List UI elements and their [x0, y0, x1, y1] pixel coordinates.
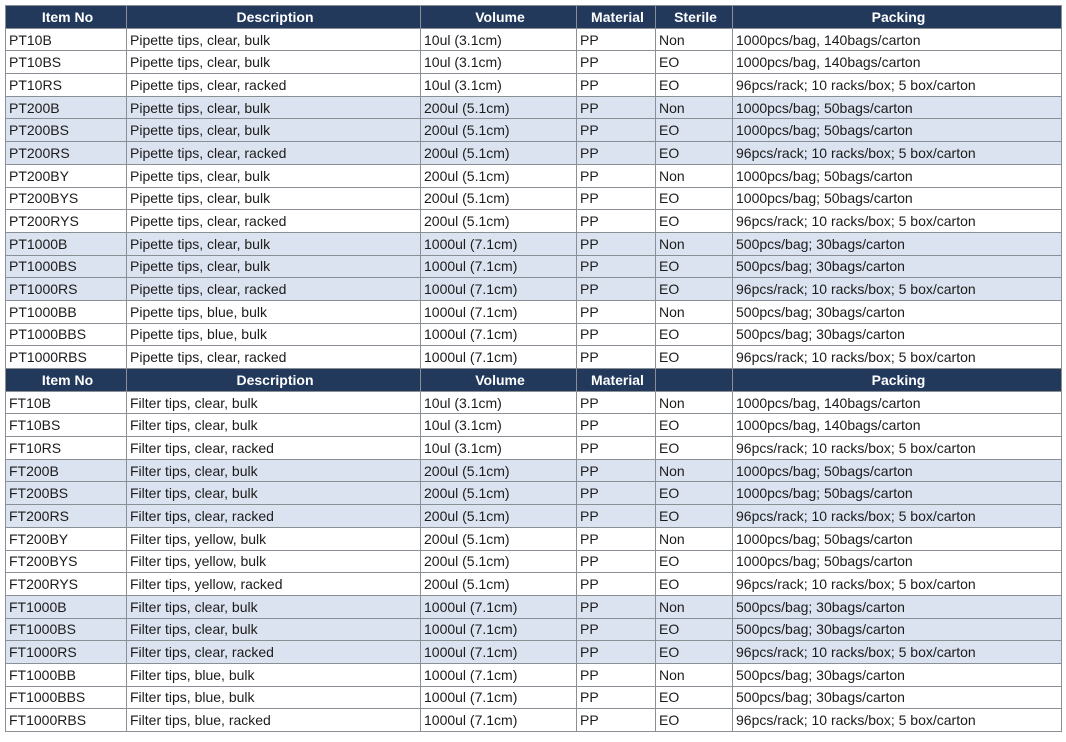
cell-description: Pipette tips, clear, bulk [127, 232, 421, 255]
cell-description: Pipette tips, clear, racked [127, 74, 421, 97]
cell-description: Pipette tips, blue, bulk [127, 323, 421, 346]
cell-sterile: EO [656, 709, 733, 732]
cell-material: PP [577, 28, 656, 51]
cell-packing: 500pcs/bag; 30bags/carton [733, 595, 1062, 618]
cell-volume: 1000ul (7.1cm) [421, 709, 577, 732]
cell-volume: 200ul (5.1cm) [421, 187, 577, 210]
cell-packing: 500pcs/bag; 30bags/carton [733, 618, 1062, 641]
header-sterile-blank [656, 369, 733, 392]
cell-material: PP [577, 210, 656, 233]
cell-packing: 96pcs/rack; 10 racks/box; 5 box/carton [733, 505, 1062, 528]
cell-material: PP [577, 164, 656, 187]
table-row [6, 210, 1062, 233]
cell-item-no: FT10BS [6, 414, 127, 437]
cell-volume: 1000ul (7.1cm) [421, 255, 577, 278]
cell-item-no: FT1000B [6, 595, 127, 618]
cell-item-no: FT1000BB [6, 663, 127, 686]
cell-packing: 1000pcs/bag, 140bags/carton [733, 414, 1062, 437]
cell-material: PP [577, 459, 656, 482]
header-row-filter [6, 369, 1062, 392]
cell-volume: 1000ul (7.1cm) [421, 232, 577, 255]
cell-sterile: Non [656, 96, 733, 119]
header-description: Description [127, 369, 421, 392]
cell-volume: 200ul (5.1cm) [421, 210, 577, 233]
cell-item-no: PT10RS [6, 74, 127, 97]
cell-volume: 10ul (3.1cm) [421, 28, 577, 51]
cell-description: Filter tips, yellow, racked [127, 573, 421, 596]
table-row [6, 346, 1062, 369]
cell-sterile: EO [656, 573, 733, 596]
header-packing: Packing [733, 6, 1062, 29]
cell-material: PP [577, 550, 656, 573]
cell-item-no: FT1000BS [6, 618, 127, 641]
cell-material: PP [577, 300, 656, 323]
cell-description: Pipette tips, clear, racked [127, 142, 421, 165]
cell-material: PP [577, 96, 656, 119]
cell-item-no: PT10B [6, 28, 127, 51]
header-item-no: Item No [6, 369, 127, 392]
cell-material: PP [577, 663, 656, 686]
cell-material: PP [577, 391, 656, 414]
cell-material: PP [577, 51, 656, 74]
cell-packing: 500pcs/bag; 30bags/carton [733, 663, 1062, 686]
table-row [6, 300, 1062, 323]
cell-sterile: EO [656, 505, 733, 528]
cell-packing: 96pcs/rack; 10 racks/box; 5 box/carton [733, 142, 1062, 165]
cell-description: Filter tips, yellow, bulk [127, 527, 421, 550]
cell-item-no: FT200RYS [6, 573, 127, 596]
cell-packing: 1000pcs/bag, 140bags/carton [733, 28, 1062, 51]
table-row [6, 505, 1062, 528]
cell-sterile: EO [656, 51, 733, 74]
table-body [6, 6, 1062, 732]
cell-packing: 96pcs/rack; 10 racks/box; 5 box/carton [733, 709, 1062, 732]
cell-description: Pipette tips, clear, bulk [127, 164, 421, 187]
cell-packing: 1000pcs/bag, 140bags/carton [733, 391, 1062, 414]
table-row [6, 459, 1062, 482]
cell-sterile: EO [656, 142, 733, 165]
cell-material: PP [577, 142, 656, 165]
cell-item-no: PT200B [6, 96, 127, 119]
cell-description: Pipette tips, clear, bulk [127, 119, 421, 142]
cell-material: PP [577, 346, 656, 369]
cell-material: PP [577, 255, 656, 278]
cell-packing: 96pcs/rack; 10 racks/box; 5 box/carton [733, 641, 1062, 664]
cell-packing: 500pcs/bag; 30bags/carton [733, 232, 1062, 255]
cell-item-no: PT1000B [6, 232, 127, 255]
cell-description: Filter tips, clear, racked [127, 437, 421, 460]
cell-material: PP [577, 595, 656, 618]
header-sterile: Sterile [656, 6, 733, 29]
cell-volume: 200ul (5.1cm) [421, 550, 577, 573]
header-description: Description [127, 6, 421, 29]
cell-description: Filter tips, clear, bulk [127, 618, 421, 641]
cell-description: Pipette tips, clear, bulk [127, 51, 421, 74]
cell-material: PP [577, 505, 656, 528]
table-row [6, 414, 1062, 437]
table-row [6, 164, 1062, 187]
table-row [6, 51, 1062, 74]
cell-description: Pipette tips, clear, bulk [127, 187, 421, 210]
table-row [6, 74, 1062, 97]
cell-item-no: FT1000BBS [6, 686, 127, 709]
cell-sterile: EO [656, 278, 733, 301]
cell-volume: 200ul (5.1cm) [421, 96, 577, 119]
cell-volume: 1000ul (7.1cm) [421, 300, 577, 323]
cell-material: PP [577, 482, 656, 505]
table-row [6, 232, 1062, 255]
header-material: Material [577, 369, 656, 392]
cell-description: Pipette tips, clear, bulk [127, 255, 421, 278]
header-volume: Volume [421, 369, 577, 392]
cell-volume: 200ul (5.1cm) [421, 482, 577, 505]
cell-volume: 1000ul (7.1cm) [421, 278, 577, 301]
cell-sterile: EO [656, 323, 733, 346]
cell-item-no: FT200B [6, 459, 127, 482]
cell-material: PP [577, 573, 656, 596]
cell-packing: 96pcs/rack; 10 racks/box; 5 box/carton [733, 74, 1062, 97]
table-row [6, 278, 1062, 301]
cell-item-no: PT1000RS [6, 278, 127, 301]
cell-material: PP [577, 437, 656, 460]
table-row [6, 96, 1062, 119]
cell-volume: 1000ul (7.1cm) [421, 346, 577, 369]
cell-description: Filter tips, clear, bulk [127, 414, 421, 437]
cell-item-no: PT200BY [6, 164, 127, 187]
cell-packing: 1000pcs/bag; 50bags/carton [733, 482, 1062, 505]
cell-description: Filter tips, blue, bulk [127, 663, 421, 686]
cell-description: Pipette tips, blue, bulk [127, 300, 421, 323]
cell-description: Pipette tips, clear, bulk [127, 96, 421, 119]
cell-packing: 1000pcs/bag; 50bags/carton [733, 527, 1062, 550]
cell-packing: 1000pcs/bag; 50bags/carton [733, 119, 1062, 142]
cell-description: Pipette tips, clear, racked [127, 278, 421, 301]
cell-volume: 200ul (5.1cm) [421, 142, 577, 165]
cell-sterile: Non [656, 164, 733, 187]
cell-volume: 1000ul (7.1cm) [421, 663, 577, 686]
cell-item-no: FT200BY [6, 527, 127, 550]
cell-material: PP [577, 119, 656, 142]
cell-item-no: PT1000RBS [6, 346, 127, 369]
header-material: Material [577, 6, 656, 29]
cell-description: Pipette tips, clear, racked [127, 346, 421, 369]
table-row [6, 187, 1062, 210]
table-row [6, 550, 1062, 573]
cell-material: PP [577, 527, 656, 550]
cell-sterile: EO [656, 210, 733, 233]
cell-sterile: EO [656, 119, 733, 142]
table-row [6, 323, 1062, 346]
cell-volume: 200ul (5.1cm) [421, 164, 577, 187]
product-table [5, 5, 1062, 732]
cell-material: PP [577, 232, 656, 255]
cell-sterile: Non [656, 391, 733, 414]
cell-sterile: Non [656, 595, 733, 618]
cell-packing: 500pcs/bag; 30bags/carton [733, 323, 1062, 346]
cell-volume: 200ul (5.1cm) [421, 459, 577, 482]
cell-volume: 10ul (3.1cm) [421, 437, 577, 460]
cell-description: Pipette tips, clear, racked [127, 210, 421, 233]
cell-packing: 500pcs/bag; 30bags/carton [733, 255, 1062, 278]
cell-volume: 1000ul (7.1cm) [421, 618, 577, 641]
cell-item-no: PT200BYS [6, 187, 127, 210]
cell-packing: 500pcs/bag; 30bags/carton [733, 686, 1062, 709]
cell-sterile: Non [656, 663, 733, 686]
cell-volume: 10ul (3.1cm) [421, 51, 577, 74]
cell-sterile: EO [656, 74, 733, 97]
cell-volume: 1000ul (7.1cm) [421, 641, 577, 664]
table-row [6, 391, 1062, 414]
cell-sterile: EO [656, 482, 733, 505]
cell-sterile: EO [656, 618, 733, 641]
cell-material: PP [577, 641, 656, 664]
cell-volume: 200ul (5.1cm) [421, 573, 577, 596]
cell-material: PP [577, 74, 656, 97]
cell-volume: 10ul (3.1cm) [421, 391, 577, 414]
cell-sterile: EO [656, 255, 733, 278]
cell-item-no: PT1000BB [6, 300, 127, 323]
cell-description: Filter tips, clear, racked [127, 641, 421, 664]
cell-item-no: FT200BS [6, 482, 127, 505]
cell-volume: 1000ul (7.1cm) [421, 323, 577, 346]
cell-item-no: PT1000BBS [6, 323, 127, 346]
cell-description: Filter tips, clear, bulk [127, 459, 421, 482]
cell-description: Filter tips, blue, racked [127, 709, 421, 732]
cell-item-no: PT200BS [6, 119, 127, 142]
table-row [6, 709, 1062, 732]
cell-volume: 200ul (5.1cm) [421, 527, 577, 550]
table-row [6, 28, 1062, 51]
cell-sterile: EO [656, 437, 733, 460]
cell-sterile: Non [656, 527, 733, 550]
cell-sterile: Non [656, 28, 733, 51]
header-row-pipette [6, 6, 1062, 29]
cell-packing: 1000pcs/bag; 50bags/carton [733, 96, 1062, 119]
cell-material: PP [577, 686, 656, 709]
cell-item-no: PT10BS [6, 51, 127, 74]
cell-volume: 1000ul (7.1cm) [421, 595, 577, 618]
cell-item-no: PT200RS [6, 142, 127, 165]
header-item-no: Item No [6, 6, 127, 29]
cell-packing: 96pcs/rack; 10 racks/box; 5 box/carton [733, 346, 1062, 369]
table-row [6, 142, 1062, 165]
table-row [6, 618, 1062, 641]
cell-description: Pipette tips, clear, bulk [127, 28, 421, 51]
cell-sterile: EO [656, 346, 733, 369]
cell-sterile: EO [656, 414, 733, 437]
table-row [6, 573, 1062, 596]
cell-volume: 200ul (5.1cm) [421, 119, 577, 142]
cell-packing: 1000pcs/bag; 50bags/carton [733, 550, 1062, 573]
cell-sterile: EO [656, 187, 733, 210]
cell-sterile: Non [656, 459, 733, 482]
product-table-sheet [5, 5, 1062, 732]
cell-packing: 1000pcs/bag, 140bags/carton [733, 51, 1062, 74]
cell-description: Filter tips, clear, bulk [127, 482, 421, 505]
cell-description: Filter tips, clear, bulk [127, 391, 421, 414]
cell-packing: 1000pcs/bag; 50bags/carton [733, 187, 1062, 210]
cell-sterile: EO [656, 686, 733, 709]
cell-sterile: EO [656, 550, 733, 573]
cell-packing: 1000pcs/bag; 50bags/carton [733, 164, 1062, 187]
table-row [6, 255, 1062, 278]
cell-item-no: FT1000RBS [6, 709, 127, 732]
table-row [6, 527, 1062, 550]
cell-item-no: FT10B [6, 391, 127, 414]
cell-material: PP [577, 278, 656, 301]
cell-material: PP [577, 709, 656, 732]
cell-description: Filter tips, clear, racked [127, 505, 421, 528]
cell-packing: 1000pcs/bag; 50bags/carton [733, 459, 1062, 482]
cell-description: Filter tips, yellow, bulk [127, 550, 421, 573]
cell-sterile: EO [656, 641, 733, 664]
header-volume: Volume [421, 6, 577, 29]
cell-packing: 96pcs/rack; 10 racks/box; 5 box/carton [733, 573, 1062, 596]
table-row [6, 119, 1062, 142]
header-packing: Packing [733, 369, 1062, 392]
cell-item-no: FT10RS [6, 437, 127, 460]
cell-description: Filter tips, clear, bulk [127, 595, 421, 618]
cell-item-no: PT1000BS [6, 255, 127, 278]
cell-volume: 200ul (5.1cm) [421, 505, 577, 528]
cell-description: Filter tips, blue, bulk [127, 686, 421, 709]
cell-packing: 96pcs/rack; 10 racks/box; 5 box/carton [733, 278, 1062, 301]
cell-material: PP [577, 187, 656, 210]
cell-item-no: FT200BYS [6, 550, 127, 573]
cell-packing: 96pcs/rack; 10 racks/box; 5 box/carton [733, 437, 1062, 460]
cell-sterile: Non [656, 232, 733, 255]
cell-material: PP [577, 323, 656, 346]
table-row [6, 663, 1062, 686]
cell-volume: 10ul (3.1cm) [421, 414, 577, 437]
cell-item-no: PT200RYS [6, 210, 127, 233]
cell-item-no: FT200RS [6, 505, 127, 528]
table-row [6, 595, 1062, 618]
cell-packing: 500pcs/bag; 30bags/carton [733, 300, 1062, 323]
table-row [6, 686, 1062, 709]
cell-packing: 96pcs/rack; 10 racks/box; 5 box/carton [733, 210, 1062, 233]
cell-item-no: FT1000RS [6, 641, 127, 664]
cell-volume: 1000ul (7.1cm) [421, 686, 577, 709]
table-row [6, 641, 1062, 664]
cell-volume: 10ul (3.1cm) [421, 74, 577, 97]
table-row [6, 482, 1062, 505]
cell-material: PP [577, 618, 656, 641]
table-row [6, 437, 1062, 460]
cell-material: PP [577, 414, 656, 437]
cell-sterile: Non [656, 300, 733, 323]
